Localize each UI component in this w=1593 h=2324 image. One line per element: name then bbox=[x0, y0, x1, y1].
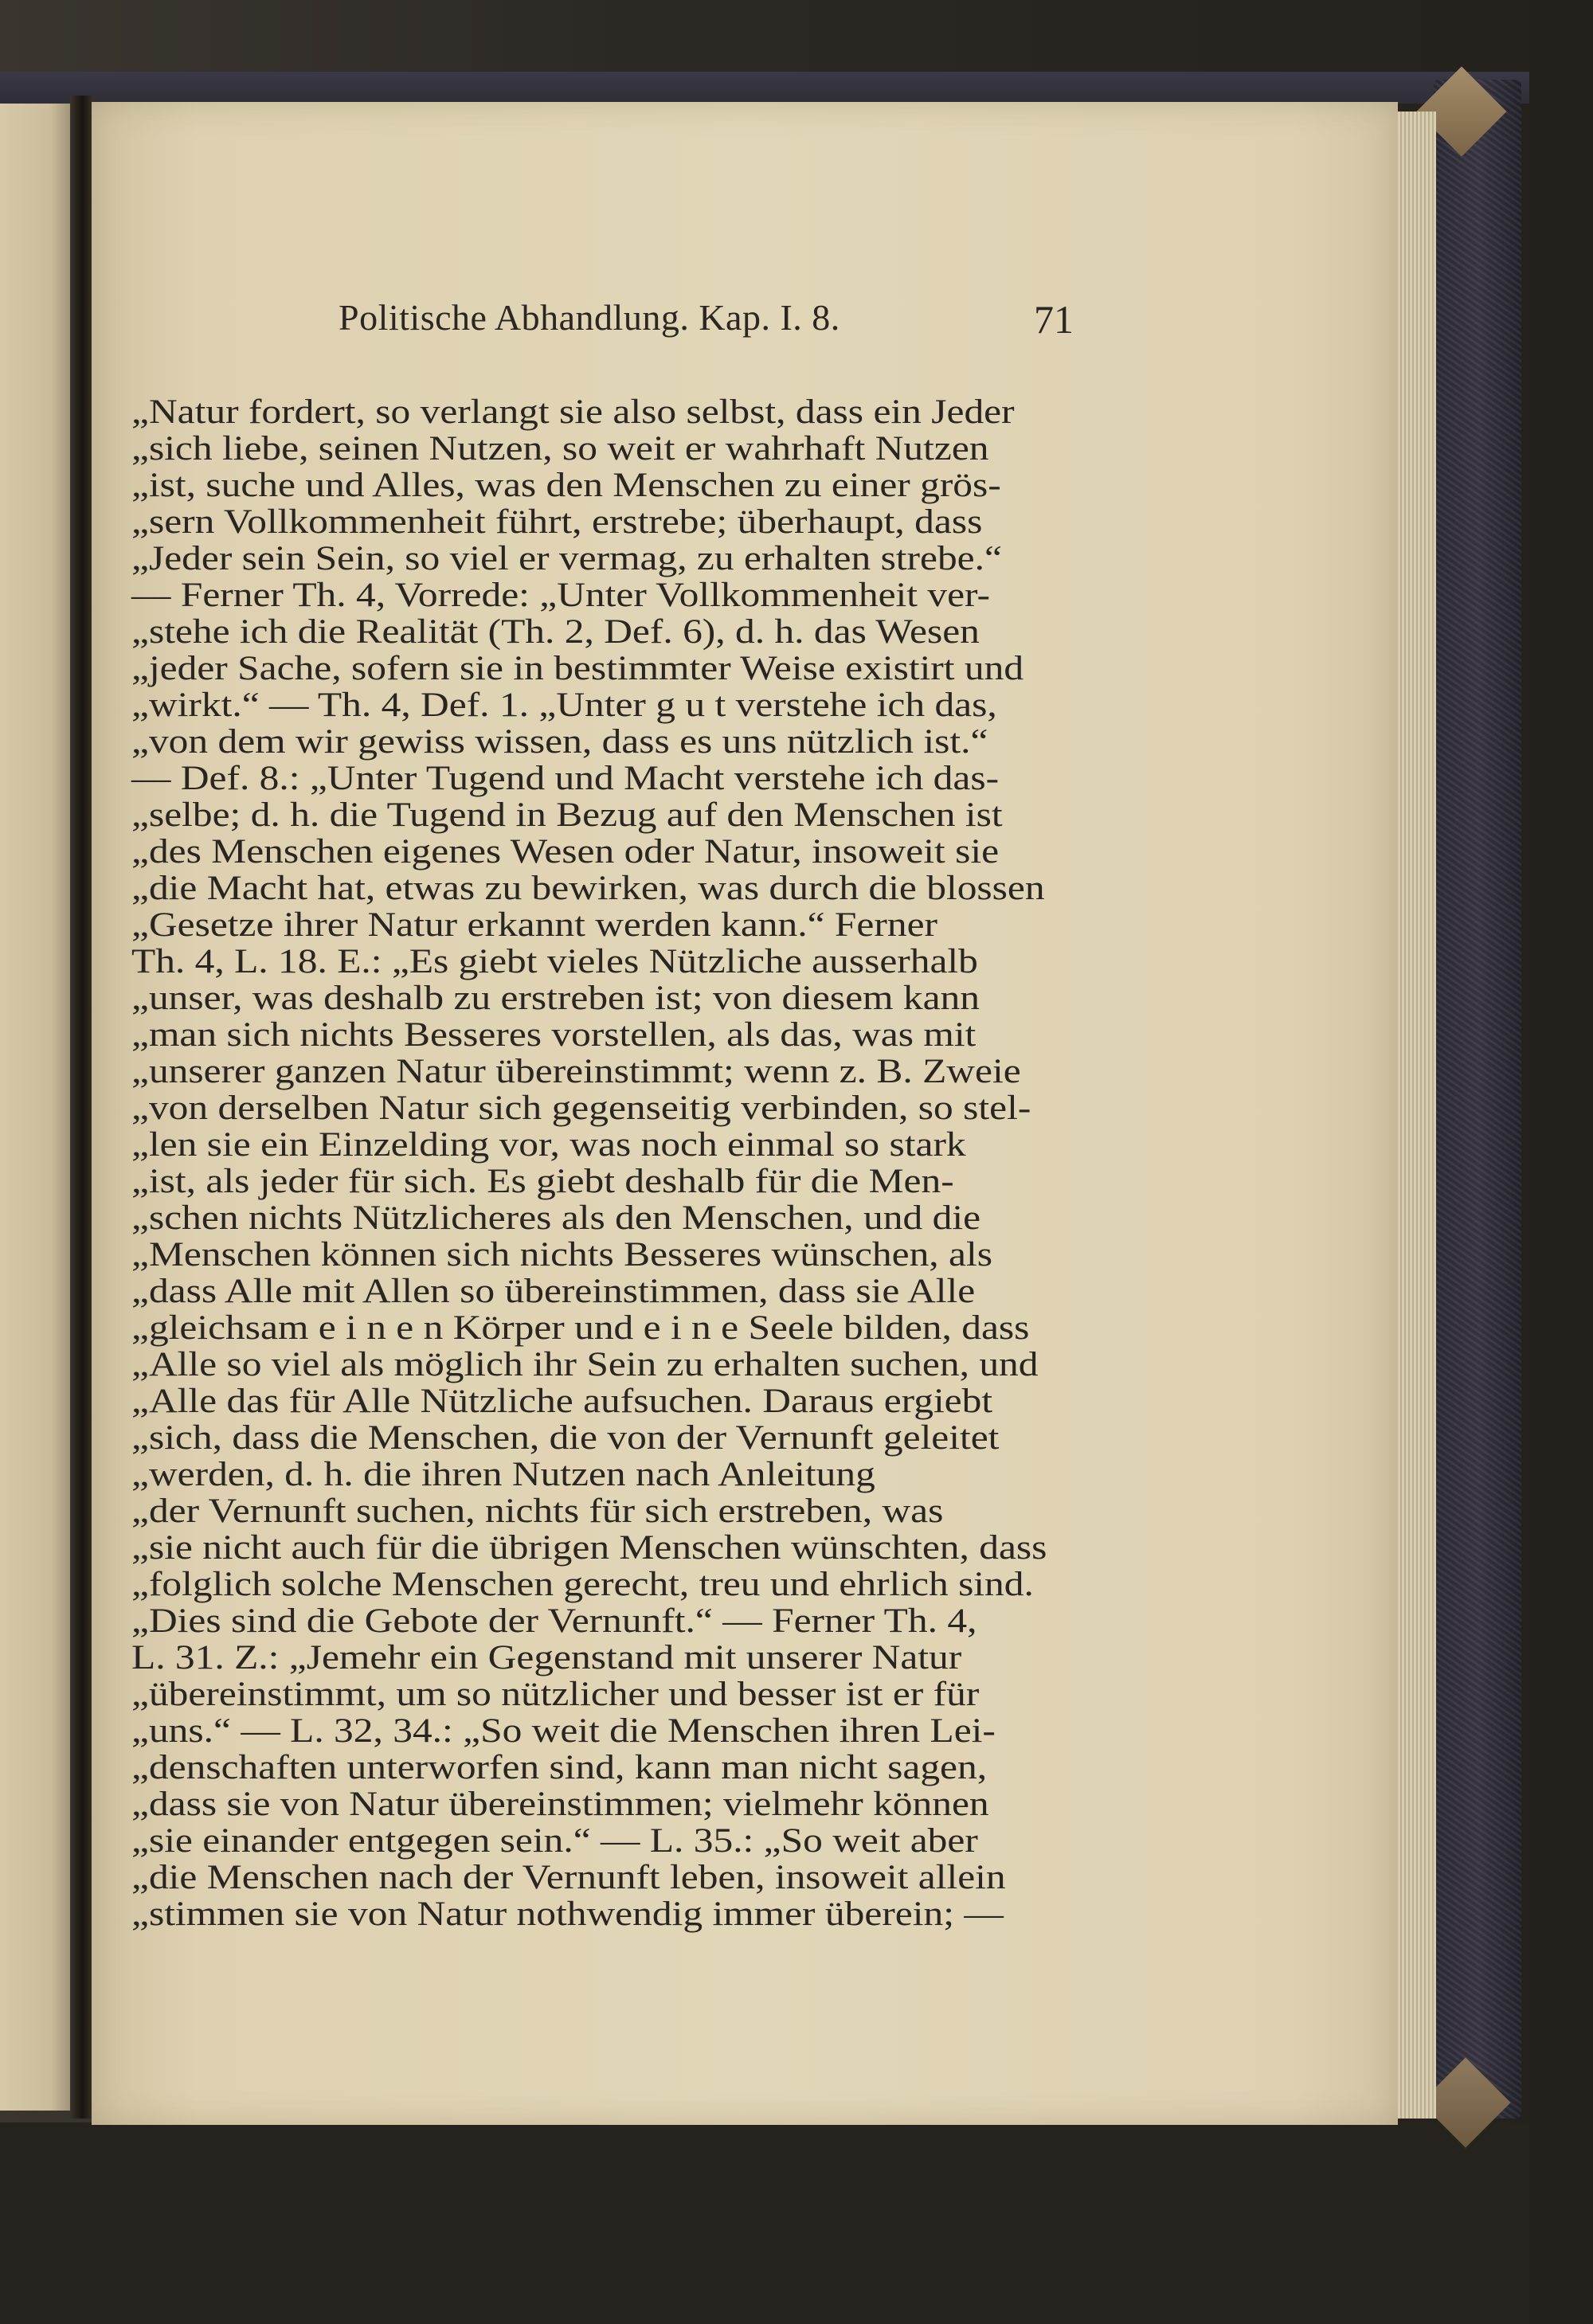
text-line: „stehe ich die Realität (Th. 2, Def. 6), d. h. das Wesen bbox=[131, 613, 980, 651]
text-line: „des Menschen eigenes Wesen oder Natur, insoweit sie bbox=[131, 833, 1000, 871]
text-line: „Jeder sein Sein, so viel er vermag, zu erhalten strebe.“ bbox=[131, 540, 1002, 577]
text-line: „sern Vollkommenheit führt, erstrebe; überhaupt, dass bbox=[131, 503, 983, 541]
text-line: „gleichsam e i n e n Körper und e i n e Seele bilden, dass bbox=[131, 1309, 1030, 1347]
text-line: „die Menschen nach der Vernunft leben, insoweit allein bbox=[131, 1859, 1006, 1896]
text-line: „Alle das für Alle Nützliche aufsuchen. Daraus ergiebt bbox=[131, 1383, 993, 1420]
text-line: „sich liebe, seinen Nutzen, so weit er wahrhaft Nutzen bbox=[131, 430, 989, 468]
text-line: — Def. 8.: „Unter Tugend und Macht verstehe ich das- bbox=[131, 760, 1000, 797]
text-line: „folglich solche Menschen gerecht, treu und ehrlich sind. bbox=[131, 1566, 1034, 1603]
text-line: „von dem wir gewiss wissen, dass es uns nützlich ist.“ bbox=[131, 723, 988, 761]
text-line: „unserer ganzen Natur übereinstimmt; wenn z. B. Zweie bbox=[131, 1053, 1021, 1090]
text-line: „dass sie von Natur übereinstimmen; vielmehr können bbox=[131, 1786, 989, 1823]
book-cover-top bbox=[0, 72, 1529, 104]
text-line: „ist, suche und Alles, was den Menschen zu einer grös- bbox=[131, 467, 1001, 504]
text-line: „Menschen können sich nichts Besseres wünschen, als bbox=[131, 1236, 992, 1274]
page-number: 71 bbox=[1034, 297, 1074, 342]
book-cover-bottom bbox=[0, 2123, 1529, 2324]
text-line: „unser, was deshalb zu erstreben ist; von diesem kann bbox=[131, 980, 980, 1017]
running-title: Politische Abhandlung. Kap. I. 8. bbox=[339, 297, 840, 338]
book-cover-right bbox=[1434, 80, 1521, 2119]
text-line: „stimmen sie von Natur nothwendig immer überein; — bbox=[131, 1896, 1004, 1933]
text-line: „werden, d. h. die ihren Nutzen nach Anleitung bbox=[131, 1456, 875, 1493]
text-line: „Dies sind die Gebote der Vernunft.“ — Ferner Th. 4, bbox=[131, 1602, 977, 1640]
text-line: Th. 4, L. 18. E.: „Es giebt vieles Nützliche ausserhalb bbox=[131, 943, 978, 980]
text-line: „der Vernunft suchen, nichts für sich erstreben, was bbox=[131, 1493, 944, 1530]
text-line: „uns.“ — L. 32, 34.: „So weit die Menschen ihren Lei- bbox=[131, 1712, 996, 1750]
book-gutter bbox=[70, 96, 94, 2119]
text-line: „ist, als jeder für sich. Es giebt deshalb für die Men- bbox=[131, 1163, 954, 1200]
text-line: L. 31. Z.: „Jemehr ein Gegenstand mit unserer Natur bbox=[131, 1639, 962, 1676]
text-line: „wirkt.“ — Th. 4, Def. 1. „Unter g u t verstehe ich das, bbox=[131, 687, 997, 724]
text-line: — Ferner Th. 4, Vorrede: „Unter Vollkommenheit ver- bbox=[131, 577, 991, 614]
text-line: „sich, dass die Menschen, die von der Vernunft geleitet bbox=[131, 1419, 1000, 1457]
text-line: „die Macht hat, etwas zu bewirken, was durch die blossen bbox=[131, 870, 1045, 907]
body-text bbox=[131, 394, 1075, 1933]
text-line: „übereinstimmt, um so nützlicher und besser ist er für bbox=[131, 1676, 980, 1713]
text-line: „denschaften unterworfen sind, kann man nicht sagen, bbox=[131, 1749, 988, 1786]
text-line: „sie einander entgegen sein.“ — L. 35.: „So weit aber bbox=[131, 1822, 978, 1860]
text-line: „sie nicht auch für die übrigen Menschen wünschten, dass bbox=[131, 1529, 1047, 1567]
text-line: „von derselben Natur sich gegenseitig verbinden, so stel- bbox=[131, 1090, 1031, 1127]
text-line: „man sich nichts Besseres vorstellen, als das, was mit bbox=[131, 1016, 977, 1054]
text-line: „selbe; d. h. die Tugend in Bezug auf den Menschen ist bbox=[131, 796, 1003, 834]
text-line: „len sie ein Einzelding vor, was noch einmal so stark bbox=[131, 1126, 966, 1164]
text-line: „schen nichts Nützlicheres als den Menschen, und die bbox=[131, 1199, 981, 1237]
text-line: „Alle so viel als möglich ihr Sein zu erhalten suchen, und bbox=[131, 1346, 1039, 1383]
text-line: „Gesetze ihrer Natur erkannt werden kann.“ Ferner bbox=[131, 906, 937, 944]
facing-page-edge bbox=[0, 104, 72, 2111]
text-line: „Natur fordert, so verlangt sie also selbst, dass ein Jeder bbox=[131, 393, 1015, 431]
page-stack-edges bbox=[1398, 112, 1436, 2119]
text-line: „dass Alle mit Allen so übereinstimmen, dass sie Alle bbox=[131, 1273, 976, 1310]
text-line: „jeder Sache, sofern sie in bestimmter Weise existirt und bbox=[131, 650, 1024, 687]
